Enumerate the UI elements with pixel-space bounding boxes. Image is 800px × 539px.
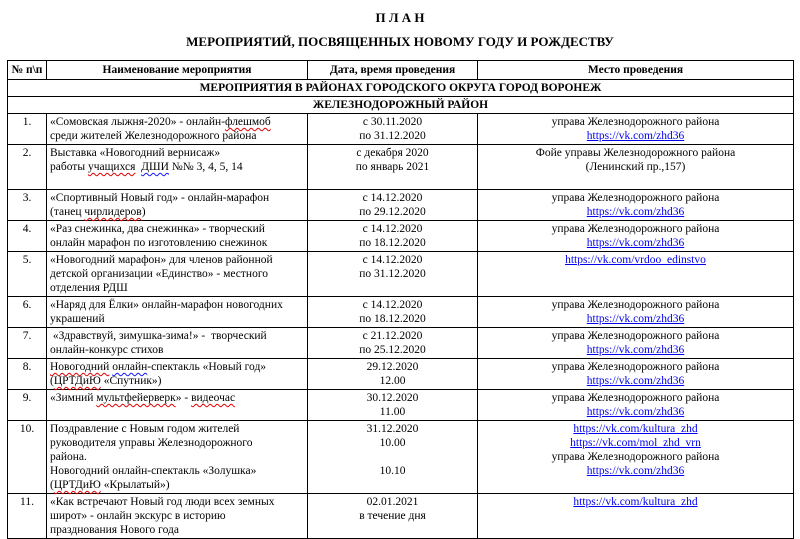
cell-row-number <box>8 421 47 494</box>
col-header-place: Место проведения <box>478 61 794 80</box>
place-line <box>481 115 790 129</box>
date-line: в течение дня <box>359 510 426 522</box>
date-line: по 18.12.2020 <box>359 237 426 249</box>
col-header-date-time: Дата, время проведения <box>308 61 478 80</box>
place-text: управа Железнодорожного района <box>551 192 720 204</box>
date-line: с 14.12.2020 <box>362 299 423 311</box>
section-row-district <box>8 97 794 114</box>
place-line <box>481 222 790 236</box>
text-run: работы <box>50 161 88 173</box>
cell-place <box>478 145 794 190</box>
event-name-line <box>50 146 304 160</box>
text-run: руководителя управы Железнодорожного <box>50 437 253 449</box>
vk-link[interactable]: https://vk.com/zhd36 <box>586 206 685 218</box>
row-number: 8. <box>22 361 32 373</box>
place-line <box>481 464 790 478</box>
place-line <box>481 236 790 250</box>
table-header-row <box>8 61 794 80</box>
text-run: «Раз снежинка, два снежинка» - творческий <box>50 223 265 235</box>
event-name-line <box>50 374 304 388</box>
event-name-line <box>50 174 304 188</box>
cell-date-time <box>308 359 478 390</box>
cell-row-number <box>8 252 47 297</box>
date-line: 11.00 <box>379 406 406 418</box>
vk-link[interactable]: https://vk.com/zhd36 <box>586 237 685 249</box>
cell-event-name <box>47 297 308 328</box>
table-row <box>8 421 794 494</box>
table-row <box>8 252 794 297</box>
spellcheck-word: чирлидеров <box>84 206 142 218</box>
place-line <box>481 343 790 357</box>
cell-place <box>478 494 794 539</box>
cell-event-name <box>47 421 308 494</box>
place-line <box>481 422 790 436</box>
vk-link[interactable]: https://vk.com/kultura_zhd <box>573 423 698 435</box>
document-page <box>0 10 800 539</box>
row-number: 9. <box>22 392 32 404</box>
cell-date-time <box>308 252 478 297</box>
place-line <box>481 253 790 267</box>
table-row <box>8 494 794 539</box>
event-name-line <box>50 115 304 129</box>
event-name-line <box>50 422 304 436</box>
date-line: 10.00 <box>379 437 406 449</box>
date-line: по январь 2021 <box>355 161 430 173</box>
text-run: «Спортивный Новый год» - онлайн-марафон <box>50 192 270 204</box>
date-line: 02.01.2021 <box>366 496 419 508</box>
place-text: управа Железнодорожного района <box>551 392 720 404</box>
text-run: «Сомовская лыжня-2020» - онлайн- <box>50 116 226 128</box>
cell-row-number <box>8 145 47 190</box>
place-line <box>481 191 790 205</box>
place-text: (Ленинский пр.,157) <box>585 161 686 173</box>
text-run: онлайн-конкурс стихов <box>50 344 164 356</box>
cell-place <box>478 221 794 252</box>
place-line <box>481 495 790 509</box>
section-title-city: МЕРОПРИЯТИЯ В РАЙОНАХ ГОРОДСКОГО ОКРУГА ГОРОД ВОРОНЕЖ <box>8 80 794 97</box>
event-name-line <box>50 160 304 174</box>
text-run: «Спутник») <box>100 375 162 387</box>
place-text: управа Железнодорожного района <box>551 330 720 342</box>
cell-event-name <box>47 328 308 359</box>
text-run: «Наряд для Ёлки» онлайн-марафон новогодних <box>50 299 283 311</box>
table-row <box>8 190 794 221</box>
vk-link[interactable]: https://vk.com/zhd36 <box>586 130 685 142</box>
event-name-line <box>50 253 304 267</box>
date-line: по 25.12.2020 <box>359 344 426 356</box>
event-name-line <box>50 495 304 509</box>
date-line: с 21.12.2020 <box>362 330 423 342</box>
event-name-line <box>50 450 304 464</box>
row-number: 2. <box>22 147 32 159</box>
event-name-line <box>50 222 304 236</box>
page-subtitle: МЕРОПРИЯТИЙ, ПОСВЯЩЕННЫХ НОВОМУ ГОДУ И РОЖДЕСТВУ <box>186 34 614 49</box>
cell-date-time <box>308 114 478 145</box>
date-line: 31.12.2020 <box>366 423 419 435</box>
text-run: -спектакль «Новый год» <box>147 361 267 373</box>
section-title-district: ЖЕЛЕЗНОДОРОЖНЫЙ РАЙОН <box>8 97 794 114</box>
cell-place <box>478 328 794 359</box>
col-header-event-name: Наименование мероприятия <box>47 61 308 80</box>
cell-row-number <box>8 190 47 221</box>
place-text: Фойе управы Железнодорожного района <box>535 147 736 159</box>
cell-row-number <box>8 494 47 539</box>
text-run: №№ 3, 4, 5, 14 <box>168 161 243 173</box>
row-number: 7. <box>22 330 32 342</box>
cell-row-number <box>8 221 47 252</box>
text-run: украшений <box>50 313 105 325</box>
date-line: по 18.12.2020 <box>359 313 426 325</box>
vk-link[interactable]: https://vk.com/zhd36 <box>586 313 685 325</box>
cell-event-name <box>47 114 308 145</box>
text-run: детской организации «Единство» - местного <box>50 268 269 280</box>
events-table <box>7 60 794 539</box>
place-line <box>481 374 790 388</box>
cell-date-time <box>308 221 478 252</box>
date-line <box>311 450 474 464</box>
date-line: с 30.11.2020 <box>362 116 423 128</box>
cell-row-number <box>8 390 47 421</box>
cell-event-name <box>47 190 308 221</box>
cell-row-number <box>8 297 47 328</box>
cell-place <box>478 114 794 145</box>
col-header-number: № п\п <box>8 61 47 80</box>
event-name-line <box>50 236 304 250</box>
cell-event-name <box>47 494 308 539</box>
table-row <box>8 114 794 145</box>
text-run: «Здравствуй, зимушка-зима!» - творческий <box>50 330 267 342</box>
vk-link[interactable]: https://vk.com/mol_zhd_vrn <box>570 437 701 449</box>
event-name-line <box>50 436 304 450</box>
table-row <box>8 297 794 328</box>
place-line <box>481 129 790 143</box>
row-number: 4. <box>22 223 32 235</box>
event-name-line <box>50 391 304 405</box>
section-row-city <box>8 80 794 97</box>
vk-link[interactable]: https://vk.com/zhd36 <box>586 465 685 477</box>
text-run: Выставка «Новогодний вернисаж» <box>50 147 221 159</box>
place-line <box>481 360 790 374</box>
place-text: управа Железнодорожного района <box>551 223 720 235</box>
event-name-line <box>50 298 304 312</box>
spellcheck-word: ЦРТДиЮ <box>53 479 101 491</box>
cell-row-number <box>8 359 47 390</box>
row-number: 11. <box>20 496 34 508</box>
table-row <box>8 221 794 252</box>
spellcheck-word: флешмоб <box>225 116 271 128</box>
cell-place <box>478 359 794 390</box>
row-number: 10. <box>19 423 35 435</box>
date-line: по 31.12.2020 <box>359 130 426 142</box>
cell-date-time <box>308 328 478 359</box>
cell-event-name <box>47 390 308 421</box>
cell-date-time <box>308 494 478 539</box>
text-run: отделения РДШ <box>50 282 128 294</box>
cell-event-name <box>47 145 308 190</box>
date-line: с декабря 2020 <box>356 147 429 159</box>
event-name-line <box>50 281 304 295</box>
place-text: управа Железнодорожного района <box>551 116 720 128</box>
date-line: с 14.12.2020 <box>362 223 423 235</box>
text-run: «Крылатый») <box>100 479 170 491</box>
cell-date-time <box>308 390 478 421</box>
text-run: (танец <box>50 206 85 218</box>
text-run: ) <box>141 206 146 218</box>
cell-date-time <box>308 145 478 190</box>
cell-event-name <box>47 359 308 390</box>
text-run: Новогодний онлайн-спектакль «Золушка» <box>50 465 257 477</box>
event-name-line <box>50 191 304 205</box>
spellcheck-word: онлайн <box>112 361 148 373</box>
cell-row-number <box>8 328 47 359</box>
page-title: П Л А Н <box>375 10 425 25</box>
date-line: 10.10 <box>379 465 406 477</box>
table-row <box>8 359 794 390</box>
text-run: широт» - онлайн экскурс в историю <box>50 510 226 522</box>
event-name-line <box>50 478 304 492</box>
event-name-line <box>50 464 304 478</box>
table-row <box>8 328 794 359</box>
place-line <box>481 205 790 219</box>
cell-event-name <box>47 252 308 297</box>
event-name-line <box>50 523 304 537</box>
date-line: с 14.12.2020 <box>362 254 423 266</box>
place-text: управа Железнодорожного района <box>551 299 720 311</box>
date-line: по 31.12.2020 <box>359 268 426 280</box>
event-name-line <box>50 509 304 523</box>
event-name-line <box>50 312 304 326</box>
cell-place <box>478 421 794 494</box>
place-line <box>481 146 790 160</box>
place-text: управа Железнодорожного района <box>551 451 720 463</box>
text-run: » - <box>175 392 192 404</box>
spellcheck-word: ЦРТДиЮ <box>53 375 101 387</box>
text-run: онлайн марафон по изготовлению снежинок <box>50 237 268 249</box>
cell-row-number <box>8 114 47 145</box>
vk-link[interactable]: https://vk.com/zhd36 <box>586 406 685 418</box>
text-run: района. <box>50 451 87 463</box>
table-row <box>8 145 794 190</box>
event-name-line <box>50 329 304 343</box>
text-run: празднования Нового года <box>50 524 179 536</box>
date-line: 29.12.2020 <box>366 361 419 373</box>
vk-link[interactable]: https://vk.com/kultura_zhd <box>573 496 698 508</box>
place-line <box>481 405 790 419</box>
cell-place <box>478 297 794 328</box>
place-line <box>481 329 790 343</box>
event-name-line <box>50 360 304 374</box>
text-run: «Как встречают Новый год люди всех земных <box>50 496 275 508</box>
cell-place <box>478 390 794 421</box>
place-line <box>481 312 790 326</box>
row-number: 1. <box>22 116 32 128</box>
table-body <box>8 114 794 539</box>
event-name-line <box>50 205 304 219</box>
text-run: ( <box>50 479 54 491</box>
place-line <box>481 391 790 405</box>
vk-link[interactable]: https://vk.com/zhd36 <box>586 375 685 387</box>
place-line <box>481 298 790 312</box>
place-line <box>481 436 790 450</box>
text-run: среди жителей Железнодорожного района <box>50 130 257 142</box>
place-line <box>481 160 790 174</box>
cell-date-time <box>308 421 478 494</box>
date-line: по 29.12.2020 <box>359 206 426 218</box>
text-run: «Зимний <box>50 392 97 404</box>
vk-link[interactable]: https://vk.com/zhd36 <box>586 344 685 356</box>
cell-event-name <box>47 221 308 252</box>
spellcheck-word: Новогодний <box>50 361 110 373</box>
text-run: Поздравление с Новым годом жителей <box>50 423 240 435</box>
event-name-line <box>50 267 304 281</box>
event-name-line <box>50 129 304 143</box>
event-name-line <box>50 343 304 357</box>
text-run: «Новогодний марафон» для членов районной <box>50 254 273 266</box>
row-number: 6. <box>22 299 32 311</box>
cell-date-time <box>308 297 478 328</box>
spellcheck-word: учащихся <box>87 161 136 173</box>
date-line: 12.00 <box>379 375 406 387</box>
cell-place <box>478 190 794 221</box>
date-line: с 14.12.2020 <box>362 192 423 204</box>
place-text: управа Железнодорожного района <box>551 361 720 373</box>
spellcheck-word: ДШИ <box>141 161 169 173</box>
text-run: ( <box>50 375 54 387</box>
row-number: 3. <box>22 192 32 204</box>
cell-date-time <box>308 190 478 221</box>
date-line: 30.12.2020 <box>366 392 419 404</box>
table-row <box>8 390 794 421</box>
row-number: 5. <box>22 254 32 266</box>
place-line <box>481 450 790 464</box>
vk-link[interactable]: https://vk.com/vrdoo_edinstvo <box>565 254 706 266</box>
spellcheck-word: видеочас <box>191 392 236 404</box>
spellcheck-word: мультфейерверк <box>96 392 176 404</box>
cell-place <box>478 252 794 297</box>
